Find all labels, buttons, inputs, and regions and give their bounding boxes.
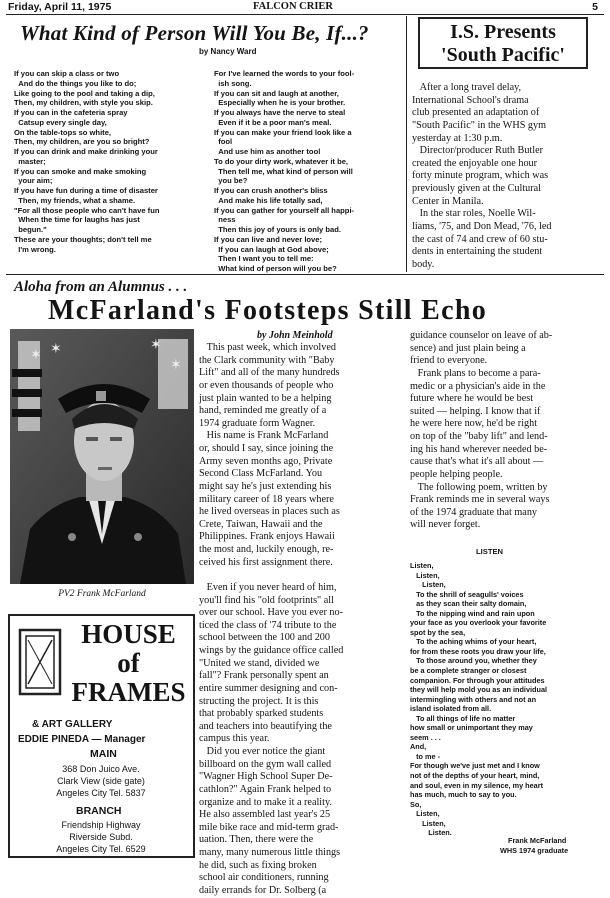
poem-right-column (214, 69, 404, 274)
text-line: and soul, even in my silence, my heart (410, 780, 544, 790)
text-line: To do your dirty work, whatever it be, (214, 156, 349, 166)
text-line: Then, my friends, what a shame. (14, 195, 136, 205)
text-line: If you can gather for yourself all happi- (214, 205, 355, 215)
text-line: Angeles City Tel. 5837 (56, 788, 146, 798)
text-line: they will help mold you as an individual (410, 685, 548, 695)
text-line: over our school. Have you ever no- (199, 607, 343, 619)
text-line: school between the 100 and 200 (199, 632, 330, 644)
is-presents-story (412, 82, 597, 272)
issue-date: Friday, April 11, 1975 (8, 1, 112, 13)
poem-title: What Kind of Person Will You Be, If...? (20, 21, 369, 45)
text-line: the most and, luckily enough, re- (199, 544, 334, 555)
svg-text:✶: ✶ (50, 342, 62, 357)
text-line: 1974 graduate form Wagner. (199, 417, 316, 429)
text-line: ticed the class of '74 tribute to the (199, 619, 337, 631)
text-line: Then, my children, with style you skip. (14, 98, 153, 108)
text-line: created the enjoyable one hour (412, 157, 538, 169)
paper-name: FALCON CRIER (253, 1, 334, 12)
text-line: Listen, (410, 561, 434, 570)
text-line: how small or unimportant they may (410, 723, 533, 733)
text-line: guidance counselor on leave of ab- (410, 330, 553, 341)
text-line: that probably sparked students (199, 708, 324, 720)
text-line: Angeles City Tel. 6529 (56, 844, 146, 854)
text-line: cathlon?" Again Frank helped to (199, 783, 332, 795)
text-line: These are your thoughts; don't tell me (14, 234, 152, 244)
ad-of: of (117, 648, 140, 678)
svg-text:✶: ✶ (30, 348, 42, 363)
text-line: suited — helping. I know that if (410, 405, 541, 417)
portrait-photo (10, 329, 194, 584)
text-line: the cast of 74 and crew of 60 stu- (412, 233, 548, 245)
text-line: If you can in the cafeteria spray (14, 108, 128, 117)
text-line: not of the depths of your heart, mind, (410, 771, 540, 781)
text-line: ness (214, 215, 236, 225)
text-line: master; (14, 156, 46, 166)
text-line: on top of the "baby lift" and lend- (410, 431, 548, 442)
text-line: he were here now, he'd be right (410, 418, 538, 430)
text-line: He also assembled last year's 25 (199, 809, 331, 821)
text-line: When the time for laughs has just (14, 215, 140, 225)
page-number: 5 (592, 1, 598, 13)
text-line: The following poem, written by (410, 481, 548, 493)
text-line: Philippines. Frank enjoys Hawaii (199, 531, 335, 543)
text-line: you'll find his "old footprints" all (199, 594, 334, 606)
text-line: liams, '75, and Don Mead, '76, led (412, 221, 552, 233)
text-line: forty minute program, which was (412, 170, 549, 182)
text-line: and teachers into beautifying the (199, 720, 332, 732)
text-line: Clark View (side gate) (57, 776, 145, 786)
text-line: body. (412, 258, 435, 270)
text-line: mile bike race and mid-term grad- (199, 821, 339, 833)
text-line: Even if it be a poor man's meal. (214, 117, 332, 127)
text-line: His name is Frank McFarland (199, 430, 329, 442)
text-line: So, (410, 799, 422, 809)
text-line: If you can drink and make drinking your (14, 147, 158, 156)
text-line: cause that's what it's all about — (410, 456, 544, 468)
text-line: Riverside Subd. (69, 832, 133, 842)
text-line: To those around you, whether they (410, 656, 537, 666)
text-line: For though we've just met and I know (410, 761, 540, 771)
text-line: Did you ever notice the giant (199, 746, 326, 757)
ad-frames: FRAMES (71, 677, 186, 707)
ad-main-address (10, 763, 192, 799)
is-presents-headline: I.S. Presents 'South Pacific' (441, 21, 565, 66)
text-line: Then, my children, are you so bright? (14, 137, 150, 147)
text-line: as they scan their salty domain, (410, 599, 527, 609)
text-line: to me - (410, 751, 440, 761)
text-line: friend to everyone. (410, 355, 488, 367)
text-line: billboard on the gym wall called (199, 758, 332, 770)
text-line: 368 Don Juico Ave. (62, 764, 140, 774)
text-line: Listen, (410, 818, 446, 828)
text-line: Army seven months ago, Private (199, 455, 333, 467)
text-line: Frank plans to become a para- (410, 367, 541, 379)
text-line: ish song. (214, 78, 252, 88)
ad-gallery: & ART GALLERY (32, 719, 113, 730)
text-line: club presented an adaptation of (412, 107, 540, 119)
photo-caption: PV2 Frank McFarland (58, 589, 146, 599)
text-line: On the table-tops so white, (14, 127, 112, 137)
text-line: And, (410, 742, 427, 752)
text-line: If you can laugh at God above; (214, 244, 329, 254)
text-line: For I've learned the words to your fool- (214, 69, 355, 78)
house-of-frames-ad (8, 614, 195, 858)
ad-branch-address (10, 819, 192, 855)
text-line: dents in entertaining the student (412, 246, 543, 258)
text-line: Lift" and all of the many hundreds (199, 367, 340, 379)
listen-poem-body (410, 561, 604, 838)
text-line: To the shrill of seagulls' voices (410, 589, 524, 599)
text-line: I'm wrong. (14, 244, 56, 254)
feature-byline: by John Meinhold (257, 330, 333, 341)
text-line: If you can sit and laugh at another, (214, 88, 339, 98)
text-line: What kind of person will you be? (214, 264, 337, 273)
text-line: Then this joy of yours is only bad. (214, 225, 341, 234)
text-line: "United we stand, divided we (199, 657, 320, 669)
feature-headline: McFarland's Footsteps Still Echo (48, 295, 488, 326)
text-line: structing the project. It is this (199, 695, 319, 707)
ad-manager: EDDIE PINEDA — Manager (18, 734, 146, 745)
text-line: campus this year. (199, 733, 270, 745)
text-line: future where he would be best (410, 393, 534, 405)
text-line: he lived overseas in places such as (199, 506, 340, 518)
text-line: Then I want you to tell me: (214, 254, 314, 264)
text-line: Director/producer Ruth Butler (412, 145, 543, 157)
listen-poem-signature: Frank McFarland WHS 1974 graduate (500, 836, 569, 855)
text-line: If you always have the nerve to steal (214, 108, 346, 117)
text-line: organize and to make it a reality. (199, 796, 332, 808)
text-line: Listen. (410, 828, 452, 838)
text-line: might say he's just extending his (199, 480, 332, 492)
text-line: intermingling with others and not an (410, 694, 537, 704)
text-line: This past week, which involved (199, 342, 336, 353)
text-line: fool (214, 137, 233, 147)
section-rule (6, 274, 604, 275)
text-line (199, 569, 404, 582)
poem-byline: by Nancy Ward (199, 47, 257, 56)
text-line: school air conditioners, running (199, 872, 329, 884)
svg-text:✶: ✶ (170, 358, 182, 373)
text-line: medic or a physician's aide in the (410, 380, 546, 392)
text-line: or even thousands of people who (199, 379, 334, 391)
text-line: Center in Manila. (412, 195, 484, 207)
text-line: hand, reminded me greatly of a (199, 405, 327, 417)
text-line: To all things of life no matter (410, 713, 516, 723)
text-line: And use him as another tool (214, 147, 321, 156)
text-line: And make his life totally sad, (214, 195, 323, 205)
text-line: yesterday at 1:30 p.m. (412, 132, 503, 144)
text-line: If you can make your friend look like a (214, 127, 352, 137)
text-line: Second Class McFarland. You (199, 468, 323, 480)
text-line: Friendship Highway (61, 820, 141, 830)
text-line: sence) and just plain being a (410, 342, 526, 354)
listen-poem-title: LISTEN (476, 547, 504, 556)
text-line: begun." (14, 225, 47, 234)
frame-logo-icon (18, 628, 62, 696)
masthead (8, 0, 602, 14)
text-line: your face as you overlook your favorite (410, 618, 547, 628)
text-line: ceived his first assignment there. (199, 556, 333, 568)
ad-branch-title: BRANCH (76, 805, 122, 817)
text-line: entire summer designing and con- (199, 682, 338, 694)
feature-column-1 (199, 342, 404, 898)
text-line: To the nipping wind and rain upon (410, 608, 535, 618)
svg-text:✶: ✶ (150, 338, 162, 353)
text-line: "For all those people who can't have fun (14, 205, 160, 215)
text-line: If you have fun during a time of disaster (14, 186, 158, 195)
masthead-rule (6, 14, 604, 15)
text-line: seem . . . (410, 732, 441, 742)
text-line: If you can crush another's bliss (214, 186, 328, 195)
text-line: people helping people. (410, 468, 503, 480)
text-line: "Wagner High School Super De- (199, 771, 333, 783)
text-line: of the 1974 graduate that many (410, 506, 538, 518)
text-line: spot by the sea, (410, 627, 466, 637)
text-line: Frank reminds me in several ways (410, 494, 550, 506)
text-line: your aim; (14, 176, 53, 186)
text-line: daily errands for Dr. Solberg (a (199, 884, 327, 896)
text-line: "South Pacific" in the WHS gym (412, 119, 547, 131)
feature-kicker: Aloha from an Alumnus . . . (14, 279, 188, 295)
text-line: just plain wanted to be a helping (199, 392, 332, 404)
text-line: Especially when he is your brother. (214, 98, 346, 108)
text-line: or, should I say, since joining the (199, 443, 334, 454)
feature-column-2 (410, 330, 604, 532)
text-line: fall"? Frank personally spent an (199, 670, 329, 682)
text-line: military career of 18 years where (199, 493, 334, 505)
text-line: companion. For through your attitudes (410, 675, 545, 685)
text-line: If you can live and never love; (214, 234, 323, 244)
text-line: Then tell me, what kind of person will (214, 166, 353, 176)
column-divider (406, 16, 407, 272)
soldier-portrait-image (10, 329, 194, 584)
text-line: you be? (214, 176, 248, 186)
poem-left-column (14, 69, 210, 254)
text-line: After a long travel delay, (412, 82, 522, 93)
text-line: for from these roots you draw your life, (410, 646, 546, 656)
text-line: uation. Then, there were the (199, 834, 314, 846)
ad-main-title: MAIN (90, 748, 117, 760)
text-line: many, many numerous little things (199, 847, 341, 858)
text-line: will never forget. (410, 519, 481, 531)
text-line: be a complete stranger or closest (410, 666, 527, 676)
text-line: he did, such as fixing broken (199, 859, 317, 871)
text-line: wings by the guidance office called (199, 645, 344, 656)
text-line: International School's drama (412, 94, 529, 106)
text-line: Like going to the pool and taking a dip, (14, 88, 155, 98)
text-line: Listen, (410, 580, 446, 590)
text-line: Crete, Taiwan, Hawaii and the (199, 518, 323, 530)
text-line: Listen, (410, 809, 440, 819)
text-line: If you can smoke and make smoking (14, 166, 147, 176)
text-line: the Clark community with "Baby (199, 354, 335, 366)
text-line: Even if you never heard of him, (199, 581, 337, 593)
text-line: island isolated from all. (410, 704, 492, 714)
text-line: previously given at the Cultural (412, 183, 542, 195)
text-line: In the star roles, Noelle Wil- (412, 208, 536, 220)
text-line: To the aching whims of your heart, (410, 637, 537, 647)
is-presents-headline-box (418, 17, 588, 69)
ad-house: HOUSE (81, 619, 176, 649)
text-line: ing his hand wherever needed be- (410, 443, 548, 455)
text-line: And do the things you like to do; (14, 78, 137, 88)
text-line: If you can skip a class or two (14, 69, 120, 78)
text-line: Listen, (410, 570, 440, 580)
text-line: Catsup every single day, (14, 117, 107, 127)
text-line: has much, much to say to you. (410, 790, 517, 800)
